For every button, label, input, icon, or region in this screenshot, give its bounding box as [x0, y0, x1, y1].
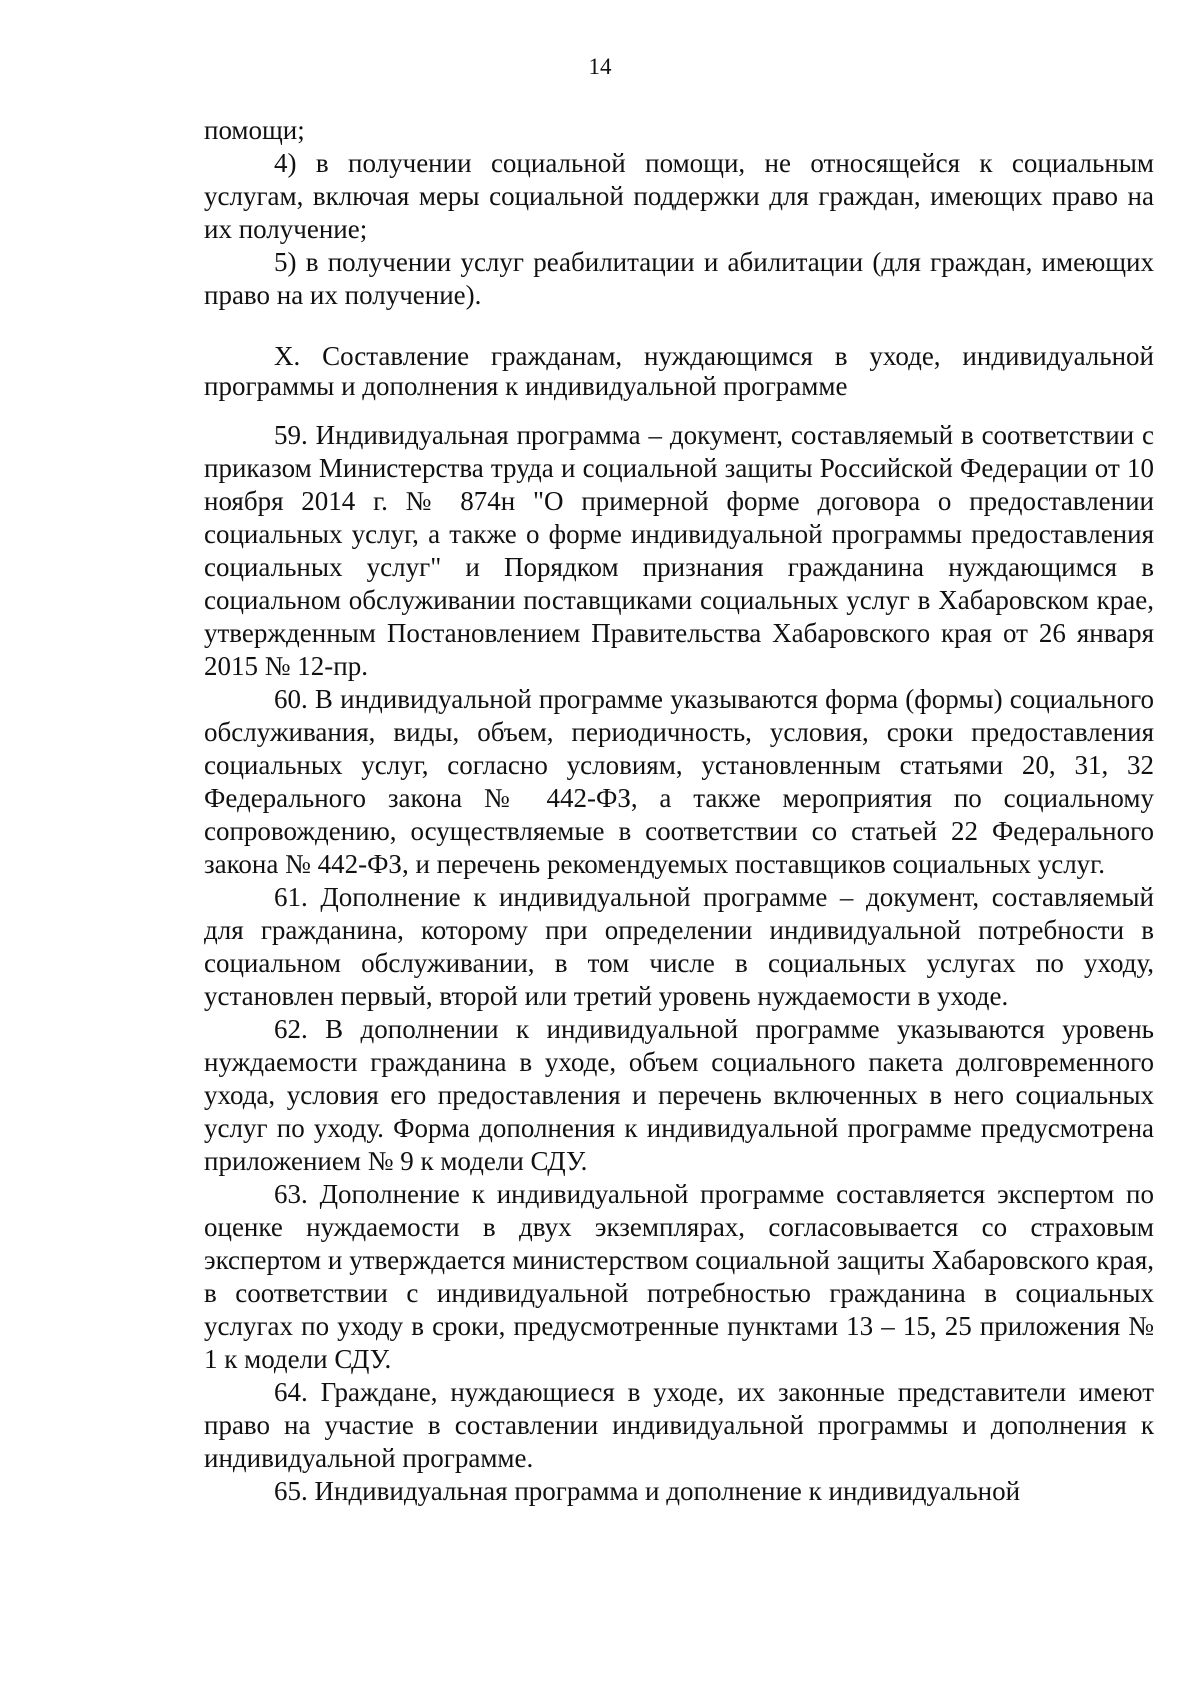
document-body [204, 114, 1154, 1508]
paragraph-62: 62. В дополнении к индивидуальной программе указываются уровень нуждаемости гражданина в уходе, объем социального пакета долговременного ухода, условия его предоставления и перечень включенных в него социальных услуг по уходу. Форма дополнения к индивидуальной программе предусмотрена приложением № 9 к модели СДУ. [204, 1014, 1154, 1176]
paragraph-61: 61. Дополнение к индивидуальной программе – документ, составляемый для гражданина, которому при определении индивидуальной потребности в социальном обслуживании, в том числе в социальных услугах по уходу, установлен первый, второй или третий уровень нуждаемости в уходе. [204, 882, 1154, 1011]
paragraph-continuation: помощи; [204, 115, 305, 145]
paragraph-item-4: 4) в получении социальной помощи, не относящейся к социальным услугам, включая меры социальной поддержки для граждан, имеющих право на их получение; [204, 148, 1154, 244]
paragraph-59: 59. Индивидуальная программа – документ, составляемый в соответствии с приказом Министерства труда и социальной защиты Российской Федерации от 10 ноября 2014 г. № 874н "О примерной форме договора о предоставлении социальных услуг, а также о форме индивидуальной программы предоставления социальных услуг" и Порядком признания гражданина нуждающимся в социальном обслуживании поставщиками социальных услуг в Хабаровском крае, утвержденным Постановлением Правительства Хабаровского края от 26 января 2015 № 12-пр. [204, 420, 1154, 681]
paragraph-60: 60. В индивидуальной программе указываются форма (формы) социального обслуживания, виды, объем, периодичность, условия, сроки предоставления социальных услуг, согласно условиям, установленным статьями 20, 31, 32 Федерального закона № 442-ФЗ, а также мероприятия по социальному сопровождению, осуществляемые в соответствии со статьей 22 Федерального закона № 442-ФЗ, и перечень рекомендуемых поставщиков социальных услуг. [204, 684, 1154, 879]
paragraph-64: 64. Граждане, нуждающиеся в уходе, их законные представители имеют право на участие в составлении индивидуальной программы и дополнения к индивидуальной программе. [204, 1377, 1154, 1473]
paragraph-65: 65. Индивидуальная программа и дополнение к индивидуальной [274, 1476, 1021, 1506]
section-heading: X. Составление гражданам, нуждающимся в уходе, индивидуальной программы и дополнения к индивидуальной программе [204, 341, 1154, 401]
page-number: 14 [588, 54, 612, 79]
paragraph-item-5: 5) в получении услуг реабилитации и абилитации (для граждан, имеющих право на их получение). [204, 247, 1154, 310]
paragraph-63: 63. Дополнение к индивидуальной программе составляется экспертом по оценке нуждаемости в двух экземплярах, согласовывается со страховым экспертом и утверждается министерством социальной защиты Хабаровского края, в соответствии с индивидуальной потребностью гражданина в социальных услугах по уходу в сроки, предусмотренные пунктами 13 – 15, 25 приложения № 1 к модели СДУ. [204, 1179, 1154, 1374]
